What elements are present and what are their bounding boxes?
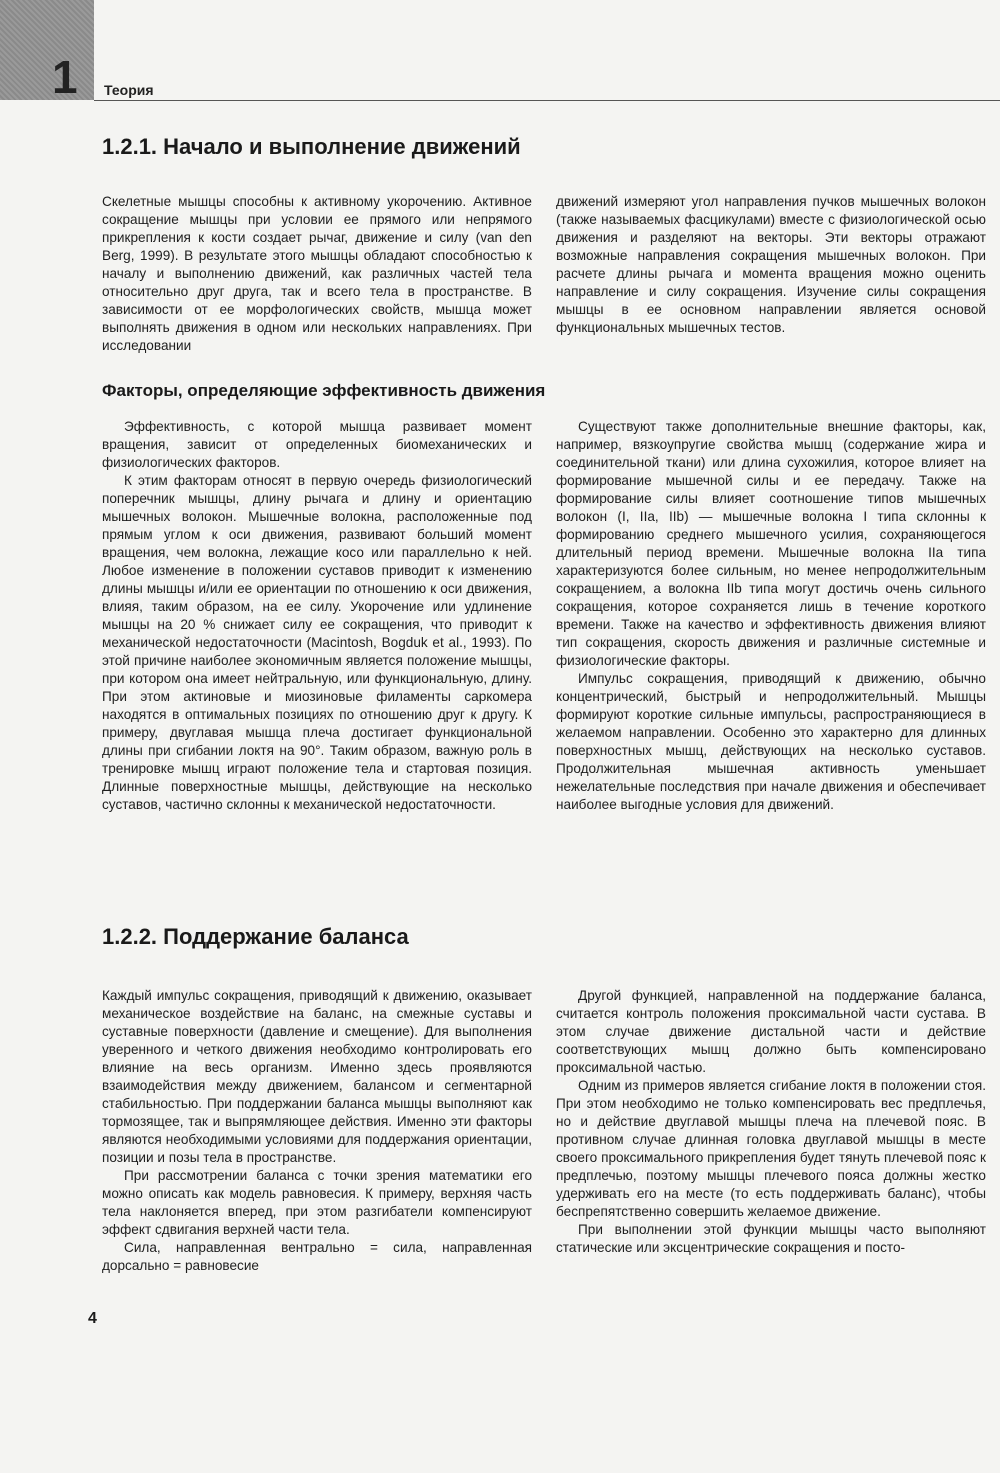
paragraph: Существуют также дополнительные внешние факторы, как, например, вязкоупругие свойства мышц (содержание жира и соединительной ткани) или длина сухожилия, которое влияет на формирование мышечной силы и ее передачу. Также на формирование силы влияет соотношение типов мышечных волокон (I, IIa, IIb) — мышечные волокна I типа склонны к формированию среднего мышечного усилия, сохраняющегося длительный период времени. Мышечные волокна IIa типа характеризуются более сильным, но менее непродолжительным сокращением, а волокна IIb типа могут достичь очень сильного сокращения, которое сохраняется лишь в течение короткого времени. Также на качество и эффективность движения влияют тип сокращения, скорость движения и различные системные и физиологические факторы. <box>556 419 986 668</box>
subheading-factors: Факторы, определяющие эффективность движения <box>102 381 546 400</box>
chapter-tab <box>0 0 94 103</box>
paragraph: Скелетные мышцы способны к активному укорочению. Активное сокращение мышцы при условии ее прямого или непрямого прикрепления к кости создает рычаг, движение и силу (van den Berg, 1999). В результате этого мышцы обладают способностью к началу и выполнению движений, как различных частей тела относительно друг друга, так и всего тела в пространстве. В зависимости от ее морфологических свойств, мышца может выполнять движения в одном или нескольких направлениях. При исследовании <box>102 194 532 353</box>
paragraph: Эффективность, с которой мышца развивает момент вращения, зависит от определенных биомеханических и физиологических факторов. <box>102 419 532 470</box>
paragraph: Каждый импульс сокращения, приводящий к движению, оказывает механическое воздействие на баланс, на смежные суставы и суставные поверхности (давление и смещение). Для выполнения уверенного и четкого движения необходимо контролировать его влияние на весь организм. Именно здесь проявляются взаимодействия между движением, балансом и сегментарной стабильностью. При поддержании баланса мышцы выполняют как тормозящее, так и выпрямляющее действия. Именно эти факторы являются необходимыми условиями для поддержания ориентации, позиции и позы тела в пространстве. <box>102 988 532 1165</box>
header-divider <box>94 100 1000 101</box>
section-title-1: 1.2.1. Начало и выполнение движений <box>102 134 521 159</box>
page-number: 4 <box>88 1310 97 1327</box>
paragraph: движений измеряют угол направления пучков мышечных волокон (также называемых фасцикулами) вместе с физиологической осью движения и разделяют на векторы. Эти векторы отражают возможные направления сокращения мышечных волокон. При расчете длины рычага и момента вращения можно оценить направление и силу сокращения. Изучение силы сокращения мышцы в ее основном направлении является основой функциональных мышечных тестов. <box>556 194 986 335</box>
paragraph: Сила, направленная вентрально = сила, направленная дорсально = равновесие <box>102 1240 532 1273</box>
factors-left-column <box>102 418 532 814</box>
paragraph: При рассмотрении баланса с точки зрения математики его можно описать как модель равновесия. К примеру, верхняя часть тела наклоняется вперед, при этом разгибатели компенсируют эффект сдвигания верхней части тела. <box>102 1168 532 1237</box>
paragraph: Другой функцией, направленной на поддержание баланса, считается контроль положения проксимальной части сустава. В этом случае движение дистальной части и действие соответствующих мышц должно быть компенсировано проксимальной частью. <box>556 988 986 1075</box>
chapter-number: 1 <box>52 51 78 103</box>
paragraph: Одним из примеров является сгибание локтя в положении стоя. При этом необходимо не только компенсировать вес предплечья, но и действие двуглавой мышцы плеча на плечевой пояс. В противном случае длинная головка двуглавой мышцы в месте своего проксимального прикрепления будет тянуть плечевой пояс к предплечью, поэтому мышцы плечевого пояса должны жестко удерживать его на месте (то есть поддерживать баланс), чтобы беспрепятственно совершить желаемое движение. <box>556 1078 986 1219</box>
paragraph: При выполнении этой функции мышцы часто выполняют статические или эксцентрические сокращения и посто- <box>556 1222 986 1255</box>
section-1-left-column <box>102 193 532 355</box>
section-2-right-column <box>556 987 986 1257</box>
paragraph: Импульс сокращения, приводящий к движению, обычно концентрический, быстрый и непродолжительный. Мышцы формируют короткие сильные импульсы, распространяющиеся в желаемом направлении. Особенно это характерно для длинных поверхностных мышц, действующих на несколько суставов. Продолжительная мышечная активность уменьшает нежелательные последствия при начале движения и обеспечивает наиболее выгодные условия для движений. <box>556 671 986 812</box>
factors-right-column <box>556 418 986 814</box>
section-2-left-column <box>102 987 532 1275</box>
running-title: Теория <box>104 82 154 98</box>
section-title-2: 1.2.2. Поддержание баланса <box>102 924 409 949</box>
section-1-right-column <box>556 193 986 337</box>
paragraph: К этим факторам относят в первую очередь физиологический поперечник мышцы, длину рычага и длину и ориентацию мышечных волокон. Мышечные волокна, расположенные под прямым углом к оси движения, развивают больший момент вращения, чем волокна, лежащие косо или параллельно к ней. Любое изменение в положении суставов приводит к изменению длины мышцы и/или ее ориентации по отношению к оси движения, влияя, таким образом, на ее силу. Укорочение или удлинение мышцы на 20 % снижает силу ее сокращения, что приводит к механической недостаточности (Macintosh, Bogduk et al., 1993). По этой причине наиболее экономичным является положение мышцы, при котором она имеет нейтральную, или функциональную, длину. При этом актиновые и миозиновые филаменты саркомера находятся в оптимальных позициях по отношению друг к другу. К примеру, двуглавая мышца плеча достигает функциональной длины при сгибании локтя на 90°. Таким образом, важную роль в тренировке мышц играют положение тела и стартовая позиция. Длинные поверхностные мышцы, действующие на несколько суставов, частично склонны к механической недостаточности. <box>102 473 532 812</box>
